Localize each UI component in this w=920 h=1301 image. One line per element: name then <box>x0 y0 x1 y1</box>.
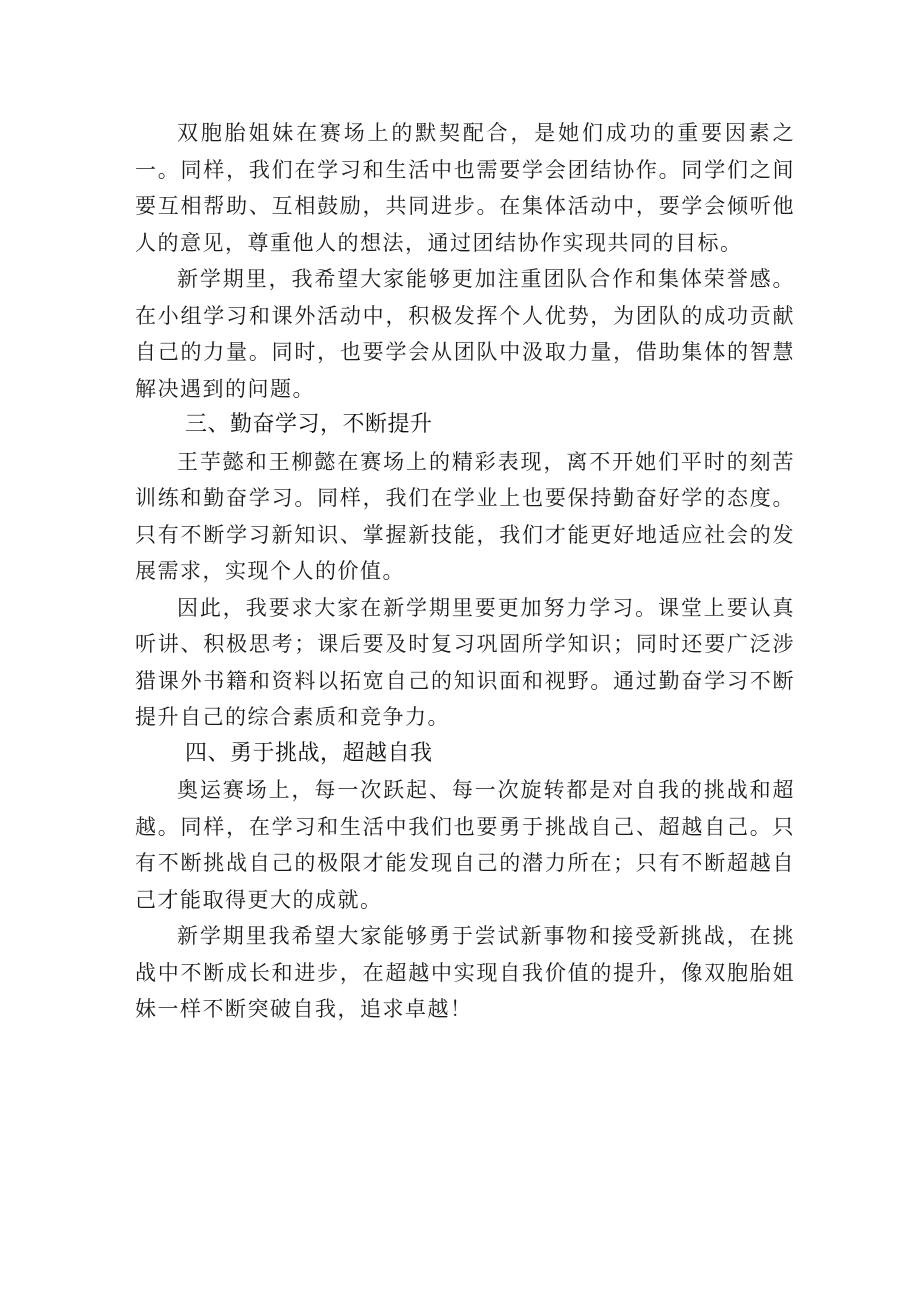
paragraph-team-honor: 新学期里，我希望大家能够更加注重团队合作和集体荣誉感。在小组学习和课外活动中，积极发挥个人优势，为团队的成功贡献自己的力量。同时，也要学会从团队中汲取力量，借助集体的智慧解决遇到的问题。 <box>135 267 795 401</box>
section-heading-challenge-self: 四、勇于挑战，超越自我 <box>185 740 433 766</box>
paragraph-new-semester-hope: 新学期里我希望大家能够勇于尝试新事物和接受新挑战，在挑战中不断成长和进步，在超越中实现自我价值的提升，像双胞胎姐妹一样不断突破自我，追求卓越！ <box>135 924 795 1021</box>
paragraph-teamwork: 双胞胎姐妹在赛场上的默契配合，是她们成功的重要因素之一。同样，我们在学习和生活中也需要学会团结协作。同学们之间要互相帮助、互相鼓励，共同进步。在集体活动中，要学会倾听他人的意见，尊重他人的想法，通过团结协作实现共同的目标。 <box>135 121 795 255</box>
paragraph-study-requirements: 因此，我要求大家在新学期里要更加努力学习。课堂上要认真听讲、积极思考；课后要及时复习巩固所学知识；同时还要广泛涉猎课外书籍和资料以拓宽自己的知识面和视野。通过勤奋学习不断提升自己的综合素质和竞争力。 <box>135 595 795 729</box>
section-heading-diligent-study: 三、勤奋学习，不断提升 <box>185 412 433 437</box>
document-body <box>135 115 795 1028</box>
paragraph-olympic-challenge: 奥运赛场上，每一次跃起、每一次旋转都是对自我的挑战和超越。同样，在学习和生活中我们也要勇于挑战自己、超越自己。只有不断挑战自己的极限才能发现自己的潜力所在；只有不断超越自己才能取得更大的成就。 <box>135 778 795 912</box>
paragraph-hard-training: 王芋懿和王柳懿在赛场上的精彩表现，离不开她们平时的刻苦训练和勤奋学习。同样，我们在学业上也要保持勤奋好学的态度。只有不断学习新知识、掌握新技能，我们才能更好地适应社会的发展需求，实现个人的价值。 <box>135 449 795 583</box>
